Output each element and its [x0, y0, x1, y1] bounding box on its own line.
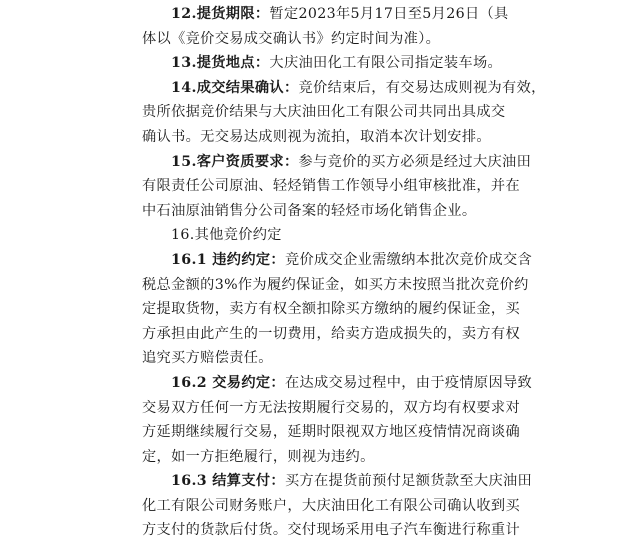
clause-heading: 16.1 违约约定：: [171, 251, 285, 268]
document-line: [142, 248, 612, 273]
document-line: [142, 371, 612, 396]
document-line: [142, 199, 612, 224]
clause-text: 买方在提货前预付足额货款至大庆油田: [284, 473, 533, 490]
document-line: [142, 100, 612, 125]
document-line: [142, 297, 612, 322]
clause-heading: 13.提货地点：: [171, 55, 270, 72]
clause-heading: 12.提货期限：: [171, 6, 270, 22]
document-line: [142, 223, 612, 248]
clause-text: 确认书。无交易达成则视为流拍，取消本次计划安排。: [142, 128, 491, 145]
clause-text: 参与竞价的买方必须是经过大庆油田: [298, 153, 532, 170]
clause-text: 中石油原油销售分公司备案的轻烃市场化销售企业。: [142, 202, 477, 219]
clause-text: 方支付的货款后付货。交付现场采用电子汽车衡进行称重计: [142, 522, 520, 539]
document-line: [142, 494, 612, 519]
clause-heading: 15.客户资质要求：: [171, 153, 299, 170]
clause-heading: 16.3 结算支付：: [171, 473, 285, 490]
document-line: [142, 346, 612, 371]
document-line: [142, 469, 612, 494]
document-line: [142, 273, 612, 298]
document-line: [142, 322, 612, 347]
clause-text: 暂定2023年5月17日至5月26日（具: [269, 6, 509, 22]
clause-text: 体以《竞价交易成交确认书》约定时间为准）。: [142, 30, 441, 47]
clause-text: 交易双方任何一方无法按期履行交易的，双方均有权要求对: [142, 399, 520, 416]
document-line: [142, 125, 612, 150]
document-line: [142, 27, 612, 52]
clause-text: 贵所依据竞价结果与大庆油田化工有限公司共同出具成交: [142, 104, 506, 121]
clause-text: 追究买方赔偿责任。: [142, 350, 273, 367]
clause-text: 竞价结束后，有交易达成则视为有效，: [298, 79, 546, 96]
document-line: [142, 518, 612, 543]
document-line: [142, 445, 612, 470]
clause-text: 定提取货物，卖方有权全额扣除买方缴纳的履约保证金，买: [142, 301, 520, 318]
clause-text: 在达成交易过程中，由于疫情原因导致: [284, 374, 533, 391]
clause-text: 定，如一方拒绝履行，则视为违约。: [142, 448, 375, 465]
clause-text: 方承担由此产生的一切费用，给卖方造成损失的，卖方有权: [142, 325, 520, 342]
clause-heading: 16.2 交易约定：: [171, 374, 285, 391]
document-line: [142, 2, 612, 27]
document-line: [142, 76, 612, 101]
clause-text: 大庆油田化工有限公司指定装车场。: [269, 55, 503, 72]
clause-text: 化工有限公司财务账户，大庆油田化工有限公司确认收到买: [142, 497, 520, 514]
clause-text: 税总金额的3%作为履约保证金，如买方未按照当批次竞价约: [142, 276, 529, 293]
document-line: [142, 150, 612, 175]
document-line: [142, 51, 612, 76]
clause-text: 有限责任公司原油、轻烃销售工作领导小组审核批准，并在: [142, 178, 520, 195]
document-line: [142, 420, 612, 445]
clause-heading: 14.成交结果确认：: [171, 79, 299, 96]
clause-text: 16.其他竞价约定: [171, 227, 282, 244]
clause-text: 竞价成交企业需缴纳本批次竞价成交含: [284, 251, 533, 268]
clause-text: 方延期继续履行交易，延期时限视双方地区疫情情况商谈确: [142, 424, 520, 441]
document-line: [142, 396, 612, 421]
document-line: [142, 174, 612, 199]
